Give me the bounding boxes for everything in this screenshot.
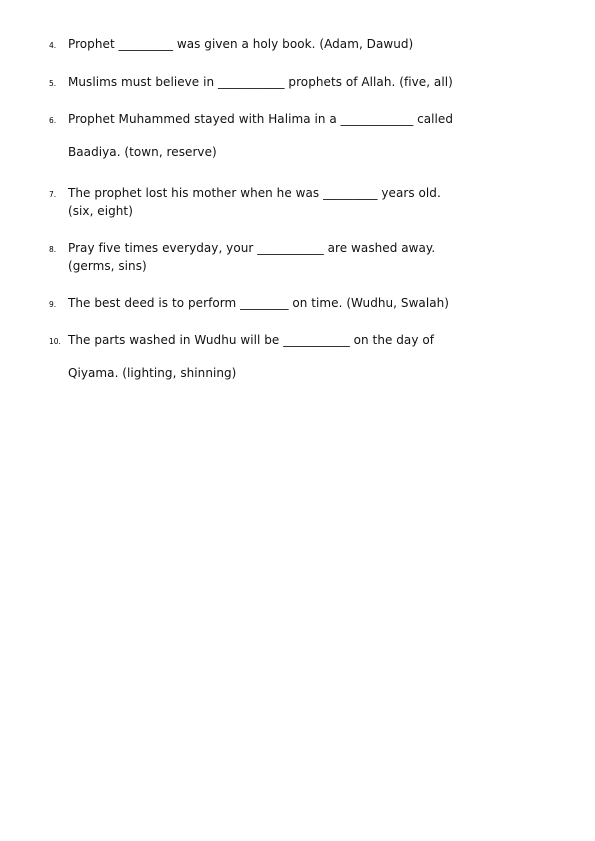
question-text: Pray five times everyday, your ___________ are washed away. — [68, 241, 436, 255]
question-text: Prophet Muhammed stayed with Halima in a ____________ called — [68, 112, 454, 126]
question-text: The best deed is to perform ________ on time. (Wudhu, Swalah) — [68, 296, 450, 310]
question-number: 8. — [49, 245, 57, 254]
question-text-continued: Baadiya. (town, reserve) — [68, 145, 217, 159]
question-text-continued: (six, eight) — [68, 204, 133, 218]
question-number: 5. — [49, 79, 57, 88]
question-number: 4. — [49, 41, 57, 50]
question-text: The parts washed in Wudhu will be ___________ on the day of — [68, 333, 435, 347]
question-number: 7. — [49, 190, 57, 199]
question-text: Muslims must believe in ___________ prophets of Allah. (five, all) — [68, 75, 453, 89]
question-text-continued: (germs, sins) — [68, 259, 147, 273]
question-text: Prophet _________ was given a holy book. (Adam, Dawud) — [68, 37, 414, 51]
question-text-continued: Qiyama. (lighting, shinning) — [68, 366, 237, 380]
question-text: The prophet lost his mother when he was _________ years old. — [68, 186, 441, 200]
question-number: 10. — [49, 337, 61, 346]
question-number: 9. — [49, 300, 57, 309]
question-number: 6. — [49, 116, 57, 125]
